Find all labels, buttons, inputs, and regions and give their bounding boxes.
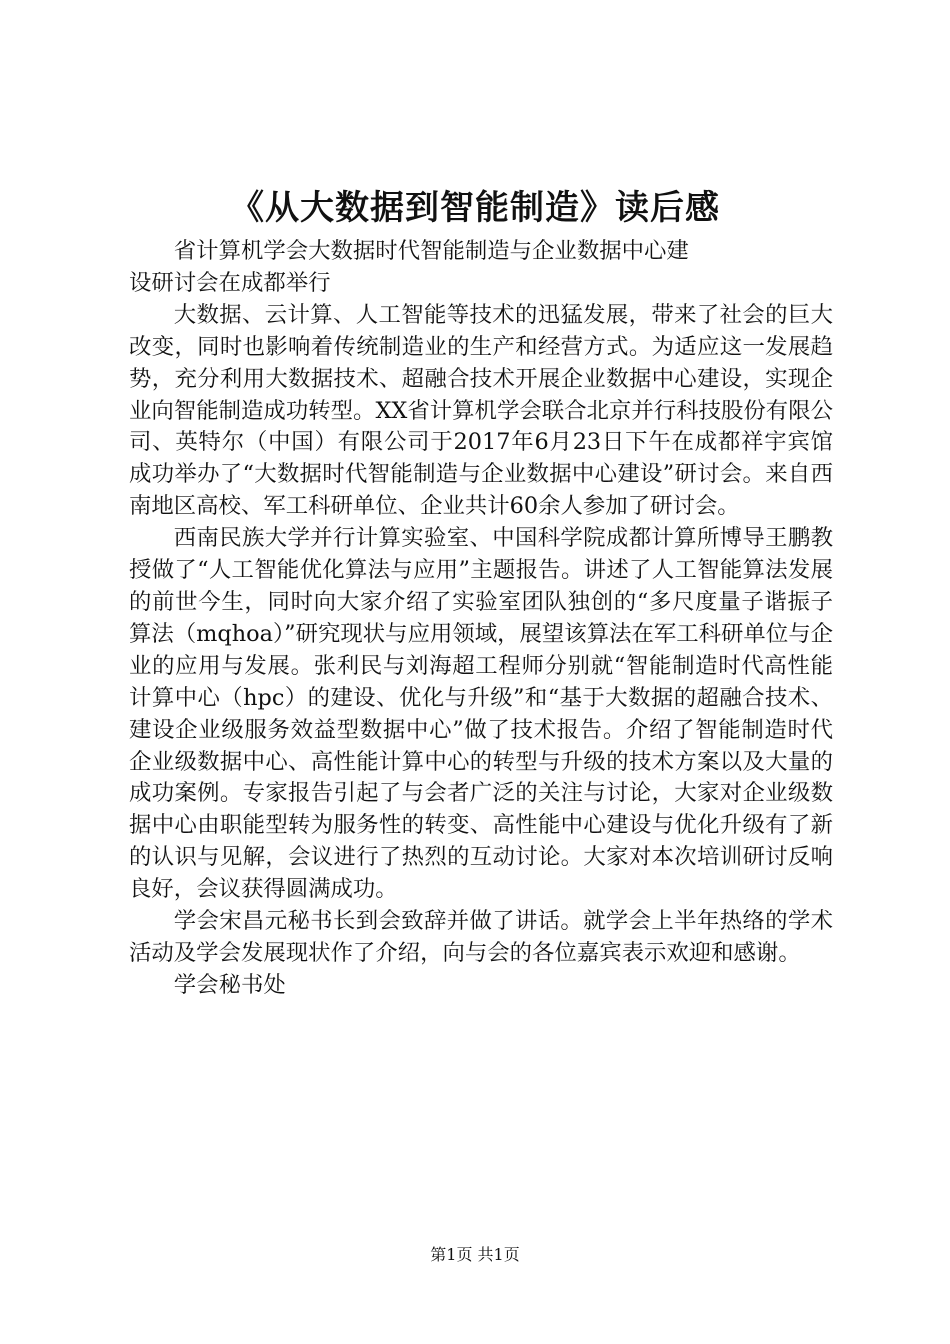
document-body: [129, 236, 833, 1002]
paragraph-reports: 西南民族大学并行计算实验室、中国科学院成都计算所博导王鹏教授做了“人工智能优化算法与应用”主题报告。讲述了人工智能算法发展的前世今生，同时向大家介绍了实验室团队独创的“多尺度量子谐振子算法（mqhoa）”研究现状与应用领域，展望该算法在军工科研单位与企业的应用与发展。张利民与刘海超工程师分别就“智能制造时代高性能计算中心（hpc）的建设、优化与升级”和“基于大数据的超融合技术、建设企业级服务效益型数据中心”做了技术报告。介绍了智能制造时代企业级数据中心、高性能计算中心的转型与升级的技术方案以及大量的成功案例。专家报告引起了与会者广泛的关注与讨论，大家对企业级数据中心由职能型转为服务性的转变、高性能中心建设与优化升级有了新的认识与见解，会议进行了热烈的互动讨论。大家对本次培训研讨反响良好，会议获得圆满成功。: [129, 525, 833, 903]
paragraph-intro: 大数据、云计算、人工智能等技术的迅猛发展，带来了社会的巨大改变，同时也影响着传统制造业的生产和经营方式。为适应这一发展趋势，充分利用大数据技术、超融合技术开展企业数据中心建设，实现企业向智能制造成功转型。XX省计算机学会联合北京并行科技股份有限公司、英特尔（中国）有限公司于2017年6月23日下午在成都祥宇宾馆成功举办了“大数据时代智能制造与企业数据中心建设”研讨会。来自西南地区高校、军工科研单位、企业共计60余人参加了研讨会。: [129, 301, 833, 520]
document-title: 《从大数据到智能制造》读后感: [230, 188, 720, 228]
signature: 学会秘书处: [173, 971, 286, 998]
subheading: 省计算机学会大数据时代智能制造与企业数据中心建设研讨会在成都举行: [129, 238, 689, 296]
paragraph-closing: 学会宋昌元秘书长到会致辞并做了讲话。就学会上半年热络的学术活动及学会发展现状作了介绍，向与会的各位嘉宾表示欢迎和感谢。: [129, 908, 833, 966]
page-footer: 第1页 共1页: [430, 1245, 520, 1264]
